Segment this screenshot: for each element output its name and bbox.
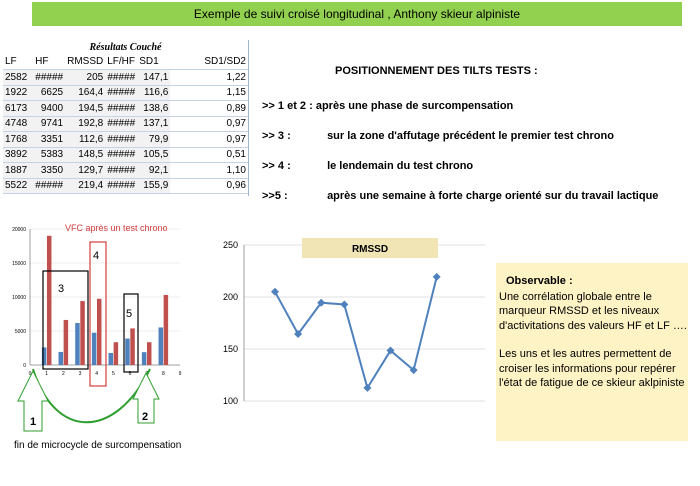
results-table-cell: 1,15 [202,85,248,101]
results-table-cell: 164,4 [65,85,105,101]
results-table-cell: ##### [105,163,137,179]
results-table-cell: 192,8 [65,116,105,132]
hf-lf-bar-chart [0,215,200,440]
y-tick-label: 200 [222,292,238,302]
results-table-cell: 1768 [3,132,33,148]
footer-caption: fin de microcycle de surcompensation [14,440,182,451]
chart-title: RMSSD [351,244,389,255]
bar-series-2 [64,320,68,365]
positioning-text-3: le lendemain du test chrono [327,160,474,172]
results-table-row [3,101,248,117]
results-table-cell: 79,9 [137,132,170,148]
y-tick-label: 15000 [12,261,26,267]
results-table-cell: 1922 [3,85,33,101]
positioning-marker-1: >> 1 et 2 : [262,100,313,112]
bar-series-2 [114,342,119,365]
bar-series-1 [109,353,114,365]
bar-series-2 [130,328,135,365]
x-tick-label: 5 [111,371,115,377]
results-table-header-cell: RMSSD [65,55,105,70]
results-table-title-row [3,40,248,55]
results-table-title: Résultats Couché [89,41,162,53]
bar-series-1 [125,339,130,365]
results-table-cell: 6625 [33,85,65,101]
results-table-cell [170,163,202,179]
results-table-cell: ##### [105,116,137,132]
results-table-cell: ##### [33,178,65,194]
positioning-text-2: sur la zone d'affutage précédent le premier test chrono [327,130,614,142]
results-table-row [3,85,248,101]
bar-series-1 [142,352,147,365]
vfc-annotation: VFC après un test chrono [65,223,168,233]
y-tick-label: 5000 [14,329,26,335]
bar-series-2 [47,236,52,365]
y-tick-label: 0 [23,363,26,369]
x-tick-label: 8 [161,371,165,377]
results-table-row [3,132,248,148]
rmssd-point [340,300,348,308]
bar-series-1 [75,323,80,365]
positioning-title: POSITIONNEMENT DES TILTS TESTS : [335,65,538,77]
x-tick-label: 3 [78,371,82,377]
results-table-cell: 155,9 [137,178,170,194]
results-table-cell [170,101,202,117]
results-table-header-row [3,55,248,70]
x-tick-label: 9 [178,371,182,377]
results-table-header-cell: HF [33,55,65,70]
x-tick-label: 1 [45,371,49,377]
bar-series-1 [159,327,164,365]
x-tick-label: 4 [95,371,99,377]
results-table-header-cell: LF/HF [105,55,137,70]
results-table-cell: 1,10 [202,163,248,179]
results-table-cell: ##### [105,70,137,86]
results-table-cell: 3892 [3,147,33,163]
results-table-cell: 1,22 [202,70,248,86]
results-table-cell [170,85,202,101]
results-table-header-cell: SD1/SD2 [202,55,248,70]
x-tick-label: 2 [61,371,65,377]
results-table-row [3,116,248,132]
observable-paragraph-1: Une corrélation globale entre le marqueur RMSSD et les niveaux d'activitations des valeurs HF et LF …. [499,290,687,332]
results-table-cell: 148,5 [65,147,105,163]
observable-title: Observable : [506,275,573,287]
results-table-cell: 116,6 [137,85,170,101]
results-table-cell: ##### [105,147,137,163]
results-table-cell [170,70,202,86]
observable-paragraph-2: Les uns et les autres permettent de croiser les informations pour repérer l'état de fatigue de ce skieur aklpiniste [499,348,685,389]
results-table-cell: 1887 [3,163,33,179]
results-table-row [3,163,248,179]
results-table-cell: 0,51 [202,147,248,163]
positioning-item-2 [262,130,614,142]
rmssd-point [271,288,279,296]
results-table-cell: 4748 [3,116,33,132]
results-table-cell: 219,4 [65,178,105,194]
banner-text: Exemple de suivi croisé longitudinal , Anthony skieur alpiniste [193,7,521,21]
results-table-header-cell [170,55,202,70]
y-tick-label: 10000 [12,295,26,301]
results-table-cell: 105,5 [137,147,170,163]
positioning-item-1 [262,100,513,112]
results-table-row [3,70,248,86]
results-table-cell: 92,1 [137,163,170,179]
results-table-cell: 0,97 [202,132,248,148]
results-table-cell: ##### [105,101,137,117]
positioning-item-3 [262,160,473,172]
results-table-cell: 2582 [3,70,33,86]
results-table-cell: 205 [65,70,105,86]
positioning-text-4: après une semaine à forte charge orienté sur du travail lactique [327,190,659,202]
results-table-cell: 6173 [3,101,33,117]
results-table-cell: 5383 [33,147,65,163]
y-tick-label: 250 [222,240,238,250]
results-table-row [3,178,248,194]
results-table-cell: 138,6 [137,101,170,117]
box-4-label: 4 [93,250,100,262]
results-table-cell: 194,5 [65,101,105,117]
y-tick-label: 150 [222,344,238,354]
observable-box [496,263,688,441]
results-table-cell: 9741 [33,116,65,132]
arrow-1-label: 1 [30,416,37,428]
results-table-cell: ##### [33,70,65,86]
results-table-cell: 0,97 [202,116,248,132]
results-table-row [3,147,248,163]
positioning-marker-4: >>5 : [262,190,288,202]
bar-series-1 [59,352,64,365]
x-tick-label: 6 [128,371,132,377]
positioning-marker-2: >> 3 : [262,130,291,142]
results-table-header-cell: SD1 [137,55,170,70]
results-table-cell [170,178,202,194]
bar-series-1 [92,333,97,365]
results-table-cell: 0,89 [202,101,248,117]
results-table-cell [170,132,202,148]
y-tick-label: 20000 [12,227,26,233]
results-table-cell: 0,96 [202,178,248,194]
results-table-cell: 5522 [3,178,33,194]
results-table-cell [170,116,202,132]
arrow-2-label: 2 [142,411,149,423]
results-table-cell: 147,1 [137,70,170,86]
results-table [3,40,248,194]
positioning-text-1: après une phase de surcompensation [315,100,514,112]
bar-series-2 [80,301,85,365]
results-table-cell: 3350 [33,163,65,179]
results-table-cell: 9400 [33,101,65,117]
results-table-container [3,40,249,196]
y-tick-label: 100 [222,396,238,406]
box-3-label: 3 [58,283,65,295]
title-banner [32,2,682,26]
rmssd-point [433,273,441,281]
rmssd-line-chart [220,232,490,437]
results-table-cell: ##### [105,178,137,194]
bar-series-2 [164,295,169,365]
bar-series-2 [97,299,102,365]
results-table-cell: ##### [105,85,137,101]
results-table-cell [170,147,202,163]
bar-series-2 [147,342,152,365]
positioning-marker-3: >> 4 : [262,160,291,172]
results-table-cell: 112,6 [65,132,105,148]
x-tick-label: 0 [28,371,32,377]
results-table-cell: 129,7 [65,163,105,179]
box-5-label: 5 [126,308,133,320]
results-table-cell: 3351 [33,132,65,148]
results-table-cell: 137,1 [137,116,170,132]
microcycle-curve [33,369,150,422]
results-table-header-cell: LF [3,55,33,70]
positioning-item-4 [262,190,658,202]
results-table-cell: ##### [105,132,137,148]
